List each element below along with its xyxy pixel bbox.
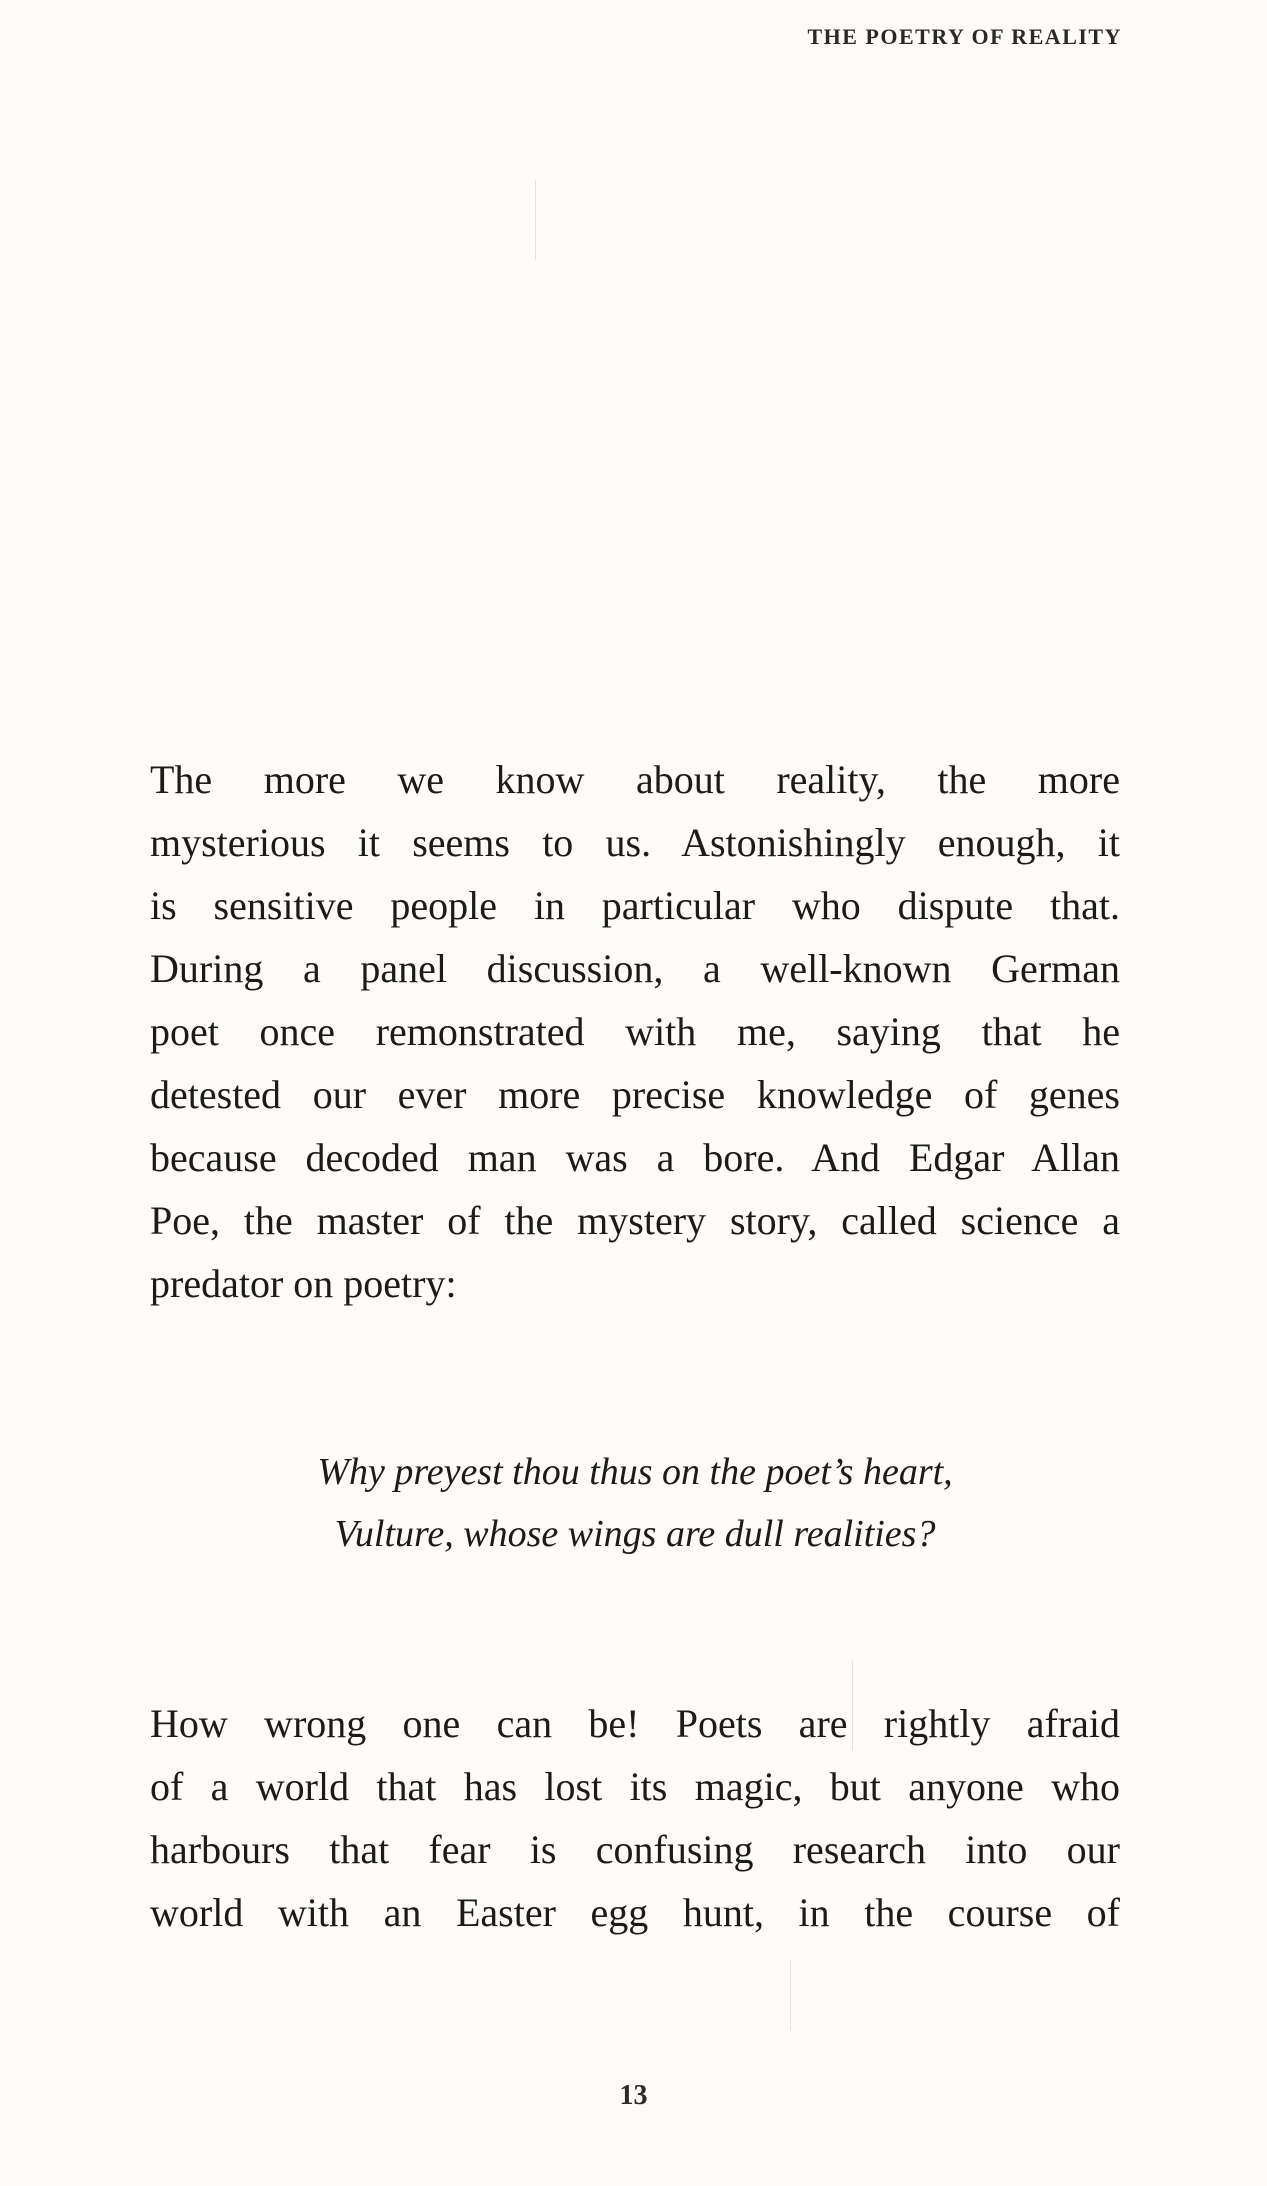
paragraph-2 (150, 1692, 1120, 1944)
text-line: harbours that fear is confusing research into our (150, 1827, 1120, 1872)
text-line: mysterious it seems to us. Astonishingly enough, it (150, 820, 1120, 865)
running-head: THE POETRY OF REALITY (807, 24, 1122, 49)
text-line: poet once remonstrated with me, saying that he (150, 1009, 1120, 1054)
poem-verse: Why preyest thou thus on the poet’s heart, (317, 1451, 953, 1493)
text-line: Poe, the master of the mystery story, called science a (150, 1198, 1120, 1243)
text-line: because decoded man was a bore. And Edgar Allan (150, 1135, 1120, 1180)
text-line: The more we know about reality, the more (150, 757, 1120, 802)
poem-verse: Vulture, whose wings are dull realities? (334, 1513, 936, 1555)
paragraph-1 (150, 748, 1120, 1315)
text-line: During a panel discussion, a well-known German (150, 946, 1120, 991)
text-line: is sensitive people in particular who dispute that. (150, 883, 1120, 928)
text-line: of a world that has lost its magic, but anyone who (150, 1764, 1120, 1809)
text-line: predator on poetry: (150, 1261, 457, 1306)
scan-artifact (535, 180, 536, 260)
scan-artifact (790, 1960, 791, 2030)
poem-quotation (150, 1441, 1120, 1565)
text-line: world with an Easter egg hunt, in the course of (150, 1890, 1120, 1935)
text-line: How wrong one can be! Poets are rightly afraid (150, 1701, 1120, 1746)
page-number: 13 (619, 2080, 648, 2111)
text-line: detested our ever more precise knowledge of genes (150, 1072, 1120, 1117)
